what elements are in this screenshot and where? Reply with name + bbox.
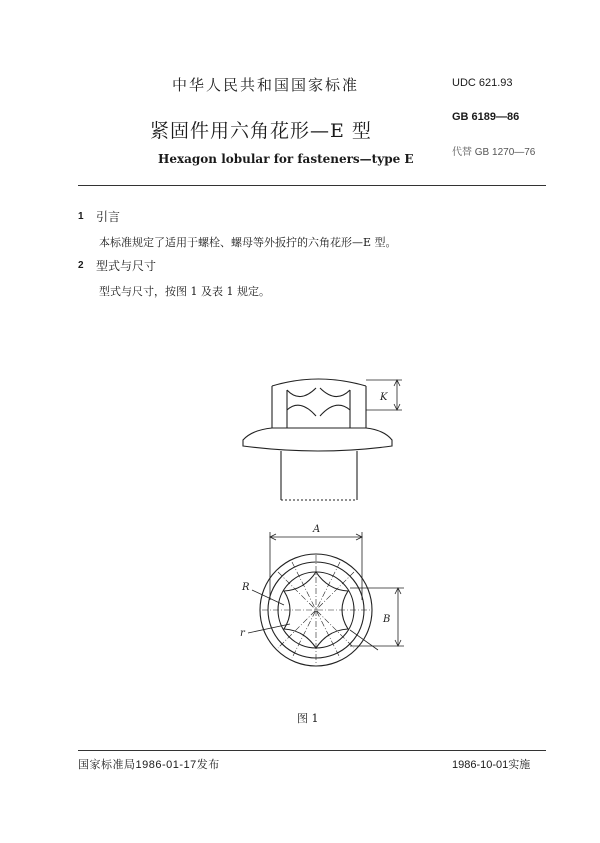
dim-label-a: A xyxy=(313,524,321,535)
section-1-body: 本标准规定了适用于螺栓、螺母等外扳拧的六角花形—E 型。 xyxy=(99,236,397,249)
bottom-rule xyxy=(78,750,546,751)
effective-date: 1986-10-01实施 xyxy=(452,759,531,771)
figure-caption: 图 1 xyxy=(297,712,319,725)
top-view xyxy=(248,532,404,666)
section-2-number: 2 xyxy=(78,260,84,271)
side-view xyxy=(243,379,402,500)
section-2-title: 型式与尺寸 xyxy=(96,259,157,273)
issued-date: 国家标准局1986-01-17发布 xyxy=(78,759,220,771)
replaces-note: 代替 GB 1270—76 xyxy=(452,147,536,158)
dim-label-r-big: R xyxy=(242,582,250,593)
udc-code: UDC 621.93 xyxy=(452,77,513,89)
gb-number: GB 6189—86 xyxy=(452,111,520,123)
section-1-number: 1 xyxy=(78,211,84,222)
dim-label-k: K xyxy=(380,392,388,403)
document-title-cn: 紧固件用六角花形—E 型 xyxy=(150,120,372,142)
dim-label-r-small: r xyxy=(240,628,245,639)
section-1-title: 引言 xyxy=(96,210,121,224)
standard-header: 中华人民共和国国家标准 xyxy=(172,76,360,94)
section-2-body: 型式与尺寸，按图 1 及表 1 规定。 xyxy=(99,285,270,298)
dim-label-b: B xyxy=(383,614,391,625)
document-title-en: Hexagon lobular for fasteners—type E xyxy=(158,152,414,166)
